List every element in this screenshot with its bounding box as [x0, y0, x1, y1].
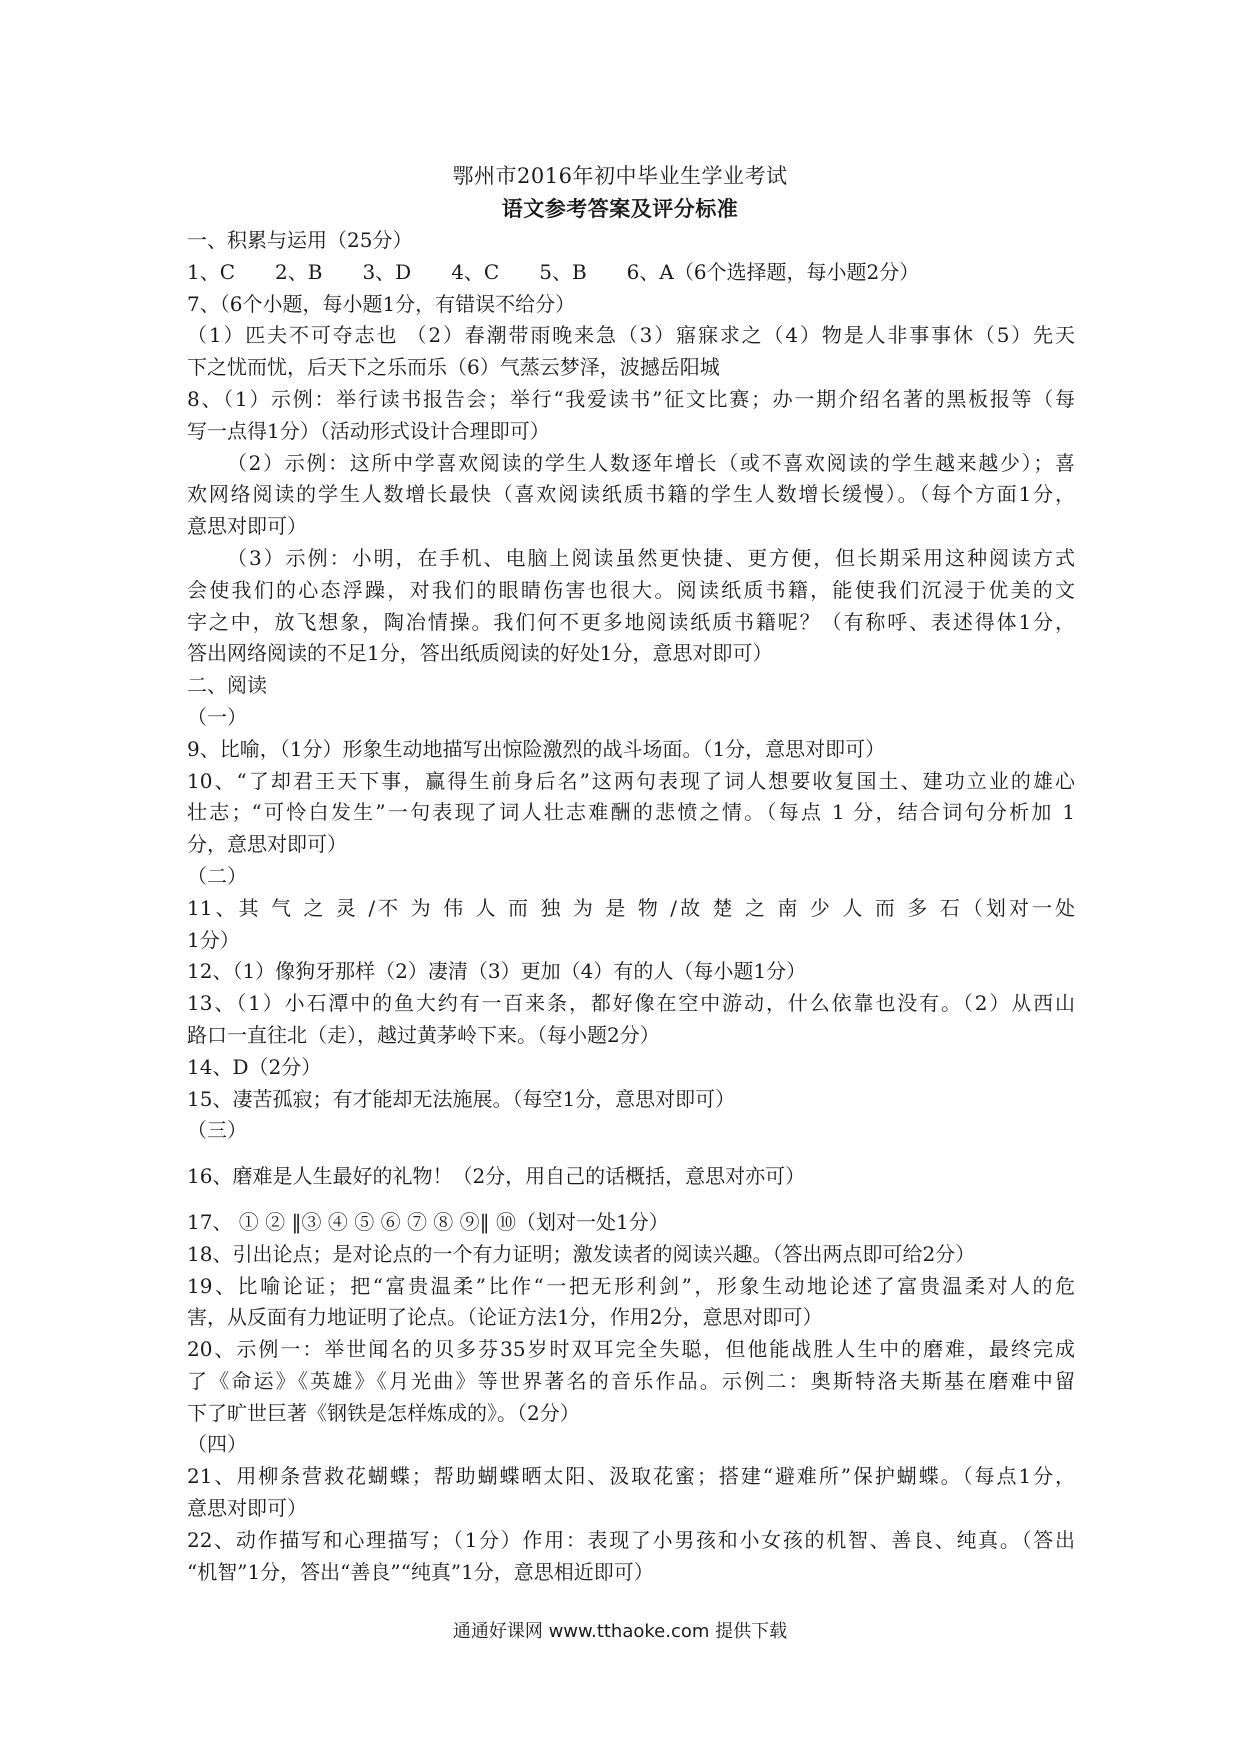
section-heading: 二、阅读 [187, 673, 267, 698]
answer-line: 壮志；“可怜白发生”一句表现了词人壮志难酬的悲愤之情。（每点 1 分，结合词句分析加 1 [187, 800, 1075, 825]
answer-line: 路口一直往北（走），越过黄茅岭下来。（每小题2分） [187, 1022, 660, 1047]
answer-line: 22、动作描写和心理描写；（1分）作用：表现了小男孩和小女孩的机智、善良、纯真。（答出 [187, 1527, 1075, 1552]
answer-line: 欢网络阅读的学生人数增长最快（喜欢阅读纸质书籍的学生人数增长缓慢）。（每个方面1分， [187, 482, 1075, 507]
answer-line: 会使我们的心态浮躁，对我们的眼睛伤害也很大。阅读纸质书籍，能使我们沉浸于优美的文 [187, 577, 1075, 602]
answer-line: 13、（1）小石潭中的鱼大约有一百来条，都好像在空中游动，什么依靠也没有。（2）从西山 [187, 991, 1075, 1016]
answer-line: 17、 ① ② ‖③ ④ ⑤ ⑥ ⑦ ⑧ ⑨‖ ⑩（划对一处1分） [187, 1209, 669, 1234]
answer-line: 16、磨难是人生最好的礼物！（2分，用自己的话概括，意思对亦可） [187, 1164, 806, 1189]
subsection-heading: （一） [187, 704, 247, 729]
answer-line: 18、引出论点；是对论点的一个有力证明；激发读者的阅读兴趣。（答出两点即可给2分） [187, 1241, 976, 1266]
answer-line: 21、用柳条营救花蝴蝶；帮助蝴蝶晒太阳、汲取花蜜；搭建“避难所”保护蝴蝶。（每点1分， [187, 1464, 1075, 1489]
answer-line: （2）示例：这所中学喜欢阅读的学生人数逐年增长（或不喜欢阅读的学生越来越少）；喜 [227, 450, 1075, 475]
document-subtitle: 语文参考答案及评分标准 [501, 196, 739, 221]
answer-line: 1分） [187, 927, 240, 952]
answer-line: 11、其 气 之 灵 /不 为 伟 人 而 独 为 是 物 /故 楚 之 南 少 人 而 多 石（划对一处 [187, 895, 1075, 920]
answer-line: 答出网络阅读的不足1分，答出纸质阅读的好处1分，意思对即可） [187, 641, 773, 666]
answer-line: 8、（1）示例：举行读书报告会；举行“我爱读书”征文比赛；办一期介绍名著的黑板报等（每 [187, 386, 1075, 411]
answer-line: 12、（1）像狗牙那样（2）凄清（3）更加（4）有的人（每小题1分） [187, 959, 807, 984]
answer-line: 字之中，放飞想象，陶冶情操。我们何不更多地阅读纸质书籍呢？（有称呼、表述得体1分， [187, 609, 1075, 634]
answer-line: 下了旷世巨著《钢铁是怎样炼成的》。（2分） [187, 1400, 580, 1425]
answer-line: （3）示例：小明，在手机、电脑上阅读虽然更快捷、更方便，但长期采用这种阅读方式 [227, 545, 1075, 570]
answer-line: 9、比喻，（1分）形象生动地描写出惊险激烈的战斗场面。（1分，意思对即可） [187, 736, 886, 761]
answer-line: 20、示例一：举世闻名的贝多芬35岁时双耳完全失聪，但他能战胜人生中的磨难，最终完成 [187, 1337, 1075, 1362]
answer-line: 19、比喻论证；把“富贵温柔”比作“一把无形利剑”，形象生动地论述了富贵温柔对人的危 [187, 1273, 1075, 1298]
answer-line: 分，意思对即可） [187, 832, 347, 857]
document-title: 鄂州市2016年初中毕业生学业考试 [452, 164, 788, 188]
answer-content [187, 225, 1075, 1588]
subsection-heading: （四） [187, 1432, 247, 1457]
download-footer: 通通好课网 www.tthaoke.com 提供下载 [452, 1621, 788, 1642]
answer-line: 意思对即可） [187, 514, 307, 539]
answer-line: 7、（6个小题，每小题1分，有错误不给分） [187, 291, 576, 316]
answer-line: （1）匹夫不可夺志也 （2）春潮带雨晚来急（3）寤寐求之（4）物是人非事事休（5）先天 [187, 323, 1075, 348]
answer-line: “机智”1分，答出“善良”“纯真”1分，意思相近即可） [187, 1559, 654, 1584]
subsection-heading: （三） [187, 1118, 247, 1143]
answer-line: 害，从反面有力地证明了论点。（论证方法1分，作用2分，意思对即可） [187, 1305, 823, 1330]
answer-line: 写一点得1分）（活动形式设计合理即可） [187, 418, 550, 443]
answer-line: 15、凄苦孤寂；有才能却无法施展。（每空1分，意思对即可） [187, 1086, 736, 1111]
answer-line: 了《命运》《英雄》《月光曲》等世界著名的音乐作品。示例二：奥斯特洛夫斯基在磨难中留 [187, 1368, 1075, 1393]
subsection-heading: （二） [187, 863, 247, 888]
answer-line: 1、C 2、B 3、D 4、C 5、B 6、A（6个选择题，每小题2分） [187, 259, 920, 284]
answer-line: 14、D（2分） [187, 1054, 322, 1079]
answer-line: 10、“了却君王天下事，赢得生前身后名”这两句表现了词人想要收复国土、建功立业的雄心 [187, 768, 1075, 793]
section-heading: 一、积累与运用（25分） [187, 228, 413, 252]
answer-line: 意思对即可） [187, 1496, 307, 1521]
answer-line: 下之忧而忧，后天下之乐而乐（6）气蒸云梦泽，波撼岳阳城 [187, 355, 720, 380]
